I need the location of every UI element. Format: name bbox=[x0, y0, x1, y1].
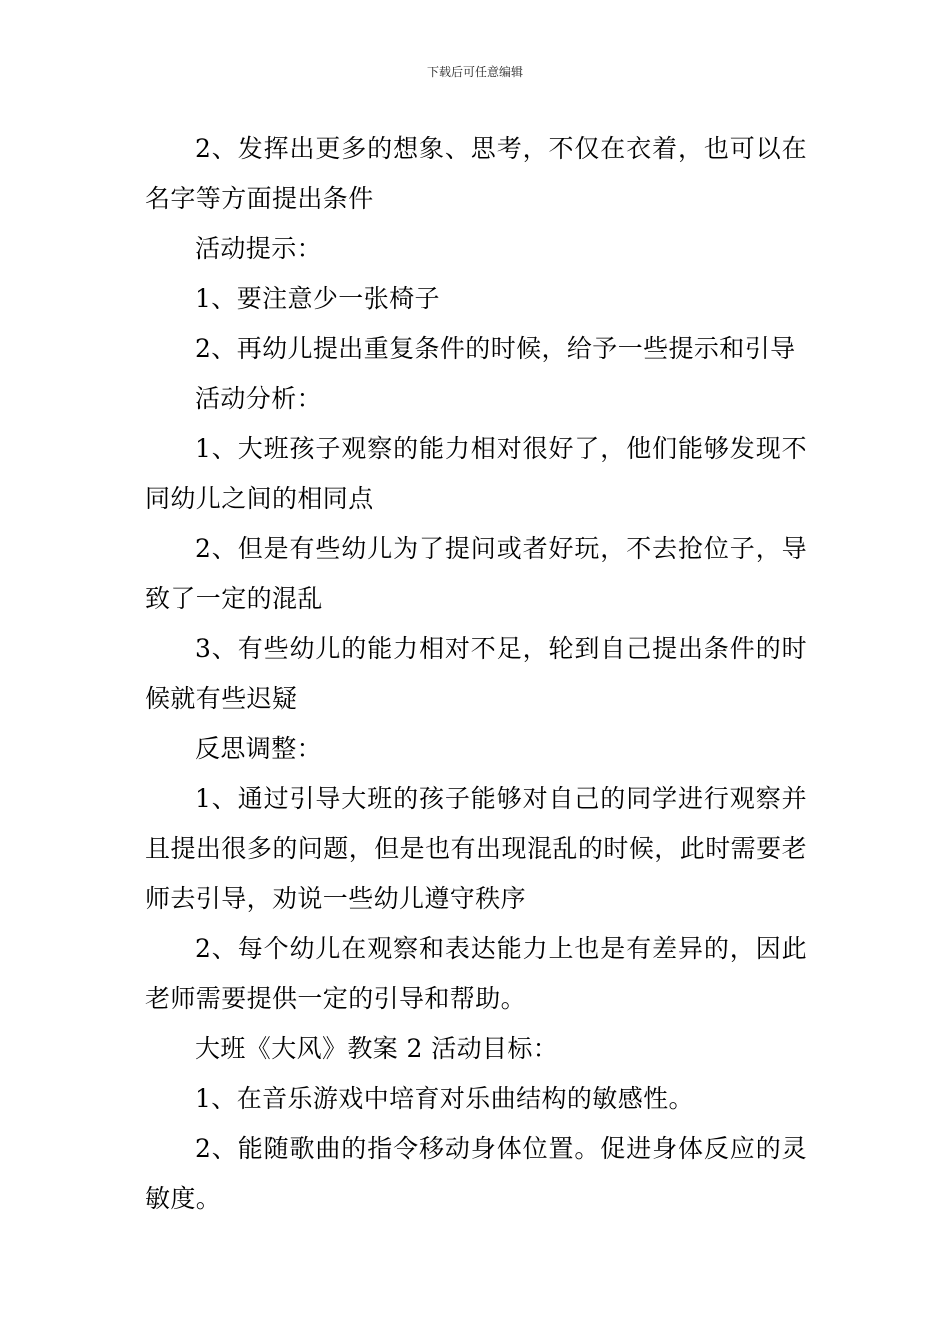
heading-lesson-2-goals: 大班《大风》教案 2 活动目标： bbox=[195, 1034, 559, 1063]
page-header: 下载后可任意编辑 bbox=[426, 65, 523, 79]
paragraph-tip-2: 2、再幼儿提出重复条件的时候，给予一些提示和引导 bbox=[195, 334, 796, 363]
paragraph-analysis-2: 2、但是有些幼儿为了提问或者好玩，不去抢位子，导致了一定的混乱 bbox=[145, 534, 807, 613]
paragraph-reflection-1: 1、通过引导大班的孩子能够对自己的同学进行观察并且提出很多的问题，但是也有出现混乱的时候，此时需要老师去引导，劝说一些幼儿遵守秩序 bbox=[145, 784, 807, 913]
heading-reflection: 反思调整： bbox=[195, 734, 323, 763]
paragraph-analysis-1: 1、大班孩子观察的能力相对很好了，他们能够发现不同幼儿之间的相同点 bbox=[145, 434, 807, 513]
heading-activity-analysis: 活动分析： bbox=[195, 384, 323, 413]
paragraph-lesson-2-goal-2: 2、能随歌曲的指令移动身体位置。促进身体反应的灵敏度。 bbox=[145, 1134, 807, 1213]
paragraph-analysis-3: 3、有些幼儿的能力相对不足，轮到自己提出条件的时候就有些迟疑 bbox=[145, 634, 807, 713]
paragraph-tip-1: 1、要注意少一张椅子 bbox=[195, 284, 440, 313]
paragraph-goal-2: 2、发挥出更多的想象、思考，不仅在衣着，也可以在名字等方面提出条件 bbox=[145, 134, 807, 213]
document-body bbox=[145, 124, 807, 1224]
paragraph-lesson-2-goal-1: 1、在音乐游戏中培育对乐曲结构的敏感性。 bbox=[195, 1084, 694, 1113]
heading-activity-tips: 活动提示： bbox=[195, 234, 323, 263]
paragraph-reflection-2: 2、每个幼儿在观察和表达能力上也是有差异的，因此老师需要提供一定的引导和帮助。 bbox=[145, 934, 807, 1013]
